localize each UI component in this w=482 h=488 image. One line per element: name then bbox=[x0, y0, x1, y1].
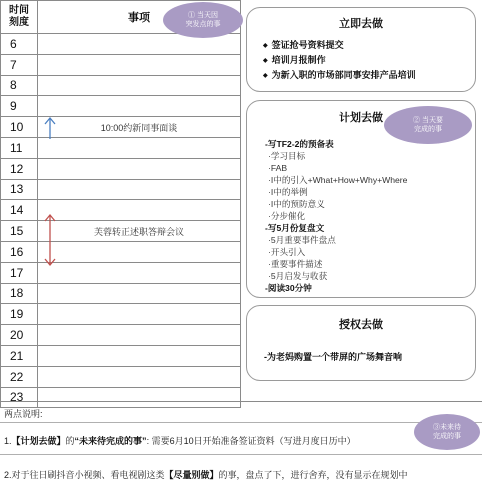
plan-list bbox=[265, 138, 407, 294]
notes-heading: 两点说明: bbox=[4, 409, 43, 419]
schedule-row bbox=[1, 366, 241, 387]
hour-label: 15 bbox=[1, 221, 38, 242]
schedule-row bbox=[1, 283, 241, 304]
event-cell: 10:00约新同事面谈 bbox=[37, 117, 240, 138]
event-cell bbox=[37, 325, 240, 346]
do-now-item: ◆ 培训月报制作 bbox=[263, 54, 416, 69]
time-column-header: 时间刻度 bbox=[1, 1, 38, 34]
note-line-2: 2.对于往日刷抖音小视频、看电视剧这类【尽量别做】的事，盘点了下，进行舍弃，没有显示在规划中 bbox=[4, 470, 408, 480]
double-arrow-icon bbox=[45, 215, 55, 265]
plan-subtask: ·I中的举例 bbox=[268, 187, 308, 197]
schedule-row bbox=[1, 75, 241, 96]
plan-subtask: ·重要事件描述 bbox=[268, 259, 323, 269]
note-line-1: 1.【计划去做】的“未来待完成的事”: 需要6月10日开始准备签证资料（写进月度日历中） bbox=[4, 436, 356, 446]
event-cell bbox=[37, 366, 240, 387]
do-now-item: ◆ 签证抢号资料提交 bbox=[263, 39, 416, 54]
panel-delegate-title: 授权去做 bbox=[339, 319, 383, 331]
schedule-row bbox=[1, 200, 241, 221]
schedule-row bbox=[1, 179, 241, 200]
up-arrow-icon bbox=[45, 118, 55, 139]
plan-task: -写TF2-2的预备表 bbox=[265, 139, 334, 149]
schedule-row bbox=[1, 96, 241, 117]
hour-label: 19 bbox=[1, 304, 38, 325]
schedule-row bbox=[1, 117, 241, 138]
hour-label: 20 bbox=[1, 325, 38, 346]
plan-subtask: ·学习目标 bbox=[268, 151, 306, 161]
hour-label: 22 bbox=[1, 366, 38, 387]
hour-label: 21 bbox=[1, 345, 38, 366]
hour-label: 16 bbox=[1, 241, 38, 262]
event-cell bbox=[37, 304, 240, 325]
panel-do-now bbox=[246, 7, 476, 92]
schedule-row bbox=[1, 325, 241, 346]
plan-task: -写5月份复盘文 bbox=[265, 223, 325, 233]
hour-label: 11 bbox=[1, 137, 38, 158]
plan-subtask: ·分步催化 bbox=[268, 211, 306, 221]
plan-subtask: ·5月启发与收获 bbox=[268, 271, 328, 281]
schedule-row bbox=[1, 304, 241, 325]
schedule-table bbox=[0, 0, 241, 408]
schedule-row bbox=[1, 262, 241, 283]
schedule-row bbox=[1, 137, 241, 158]
plan-subtask: ·5月重要事件盘点 bbox=[268, 235, 336, 245]
event-cell: 芙蓉转正述职答辩会议 bbox=[37, 221, 240, 242]
notes-section bbox=[0, 401, 482, 488]
hour-label: 14 bbox=[1, 200, 38, 221]
hour-label: 9 bbox=[1, 96, 38, 117]
hour-label: 23 bbox=[1, 387, 38, 408]
event-cell bbox=[37, 54, 240, 75]
schedule-row bbox=[1, 54, 241, 75]
time-arrows bbox=[38, 105, 68, 275]
event-column-header: 事项 bbox=[37, 1, 240, 34]
hour-label: 6 bbox=[1, 34, 38, 55]
panel-plan-title: 计划去做 bbox=[339, 112, 383, 124]
tag-bubble-future: ③未来待 完成的事 bbox=[414, 414, 480, 450]
delegate-item: -为老妈购置一个带屏的广场舞音响 bbox=[264, 352, 402, 362]
plan-subtask: ·FAB bbox=[268, 163, 288, 173]
event-cell bbox=[37, 345, 240, 366]
hour-label: 8 bbox=[1, 75, 38, 96]
hour-label: 17 bbox=[1, 262, 38, 283]
panel-do-now-title: 立即去做 bbox=[339, 18, 383, 30]
event-cell bbox=[37, 283, 240, 304]
schedule-row bbox=[1, 241, 241, 262]
hour-label: 7 bbox=[1, 54, 38, 75]
schedule-row bbox=[1, 345, 241, 366]
plan-task: -阅读30分钟 bbox=[265, 283, 312, 293]
schedule-row bbox=[1, 221, 241, 242]
event-cell bbox=[37, 75, 240, 96]
tag-bubble-urgent: ① 当天因 突发点的事 bbox=[163, 2, 243, 38]
hour-label: 10 bbox=[1, 117, 38, 138]
delegate-list bbox=[264, 350, 402, 363]
hour-label: 12 bbox=[1, 158, 38, 179]
schedule-row bbox=[1, 158, 241, 179]
panel-delegate bbox=[246, 305, 476, 381]
plan-subtask: ·开头引入 bbox=[268, 247, 306, 257]
hour-label: 13 bbox=[1, 179, 38, 200]
do-now-item: ◆ 为新入职的市场部同事安排产品培训 bbox=[263, 69, 416, 84]
tag-bubble-today: ② 当天要 完成的事 bbox=[384, 106, 472, 144]
hour-label: 18 bbox=[1, 283, 38, 304]
plan-subtask: ·I中的预防意义 bbox=[268, 199, 325, 209]
plan-subtask: ·I中的引入+What+How+Why+Where bbox=[268, 175, 408, 185]
do-now-list bbox=[263, 39, 416, 84]
